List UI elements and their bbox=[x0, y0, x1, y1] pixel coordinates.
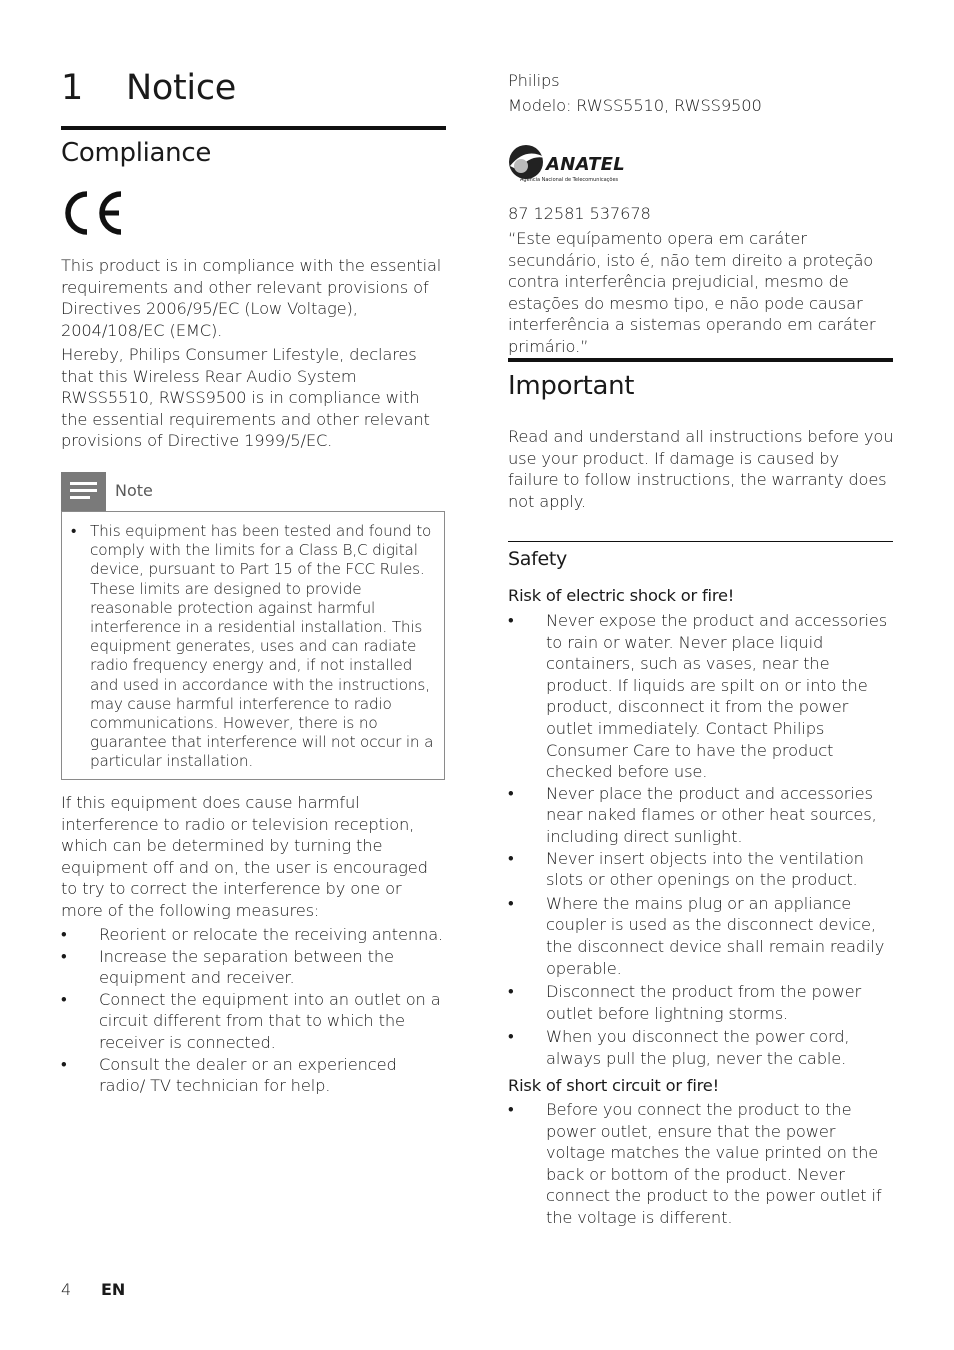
list-item: • Never place the product and accessories near naked flames or other heat sources, including direct sunlight. bbox=[508, 783, 894, 848]
chapter-title bbox=[61, 66, 236, 110]
chapter-title-text: Notice bbox=[126, 68, 237, 108]
list-item: • When you disconnect the power cord, always pull the plug, never the cable. bbox=[508, 1026, 894, 1069]
language-code: EN bbox=[101, 1280, 126, 1299]
risk-electric-shock-heading: Risk of electric shock or fire! bbox=[508, 586, 735, 605]
note-label: Note bbox=[115, 481, 153, 500]
electric-shock-list bbox=[508, 610, 894, 1069]
list-item: • Never expose the product and accessories to rain or water. Never place liquid containers, such as vases, near the product. If liquids are spilt on or into the product, disconnect it from the power outlet immediately. Contact Philips Consumer Care to have the product checked before use. bbox=[508, 610, 894, 783]
anatel-model: Modelo: RWSS5510, RWSS9500 bbox=[508, 96, 762, 115]
important-paragraph: Read and understand all instructions before you use your product. If damage is caused by failure to follow instructions, the warranty does not apply. bbox=[508, 427, 894, 511]
list-item: • Consult the dealer or an experienced radio/ TV technician for help. bbox=[61, 1054, 447, 1097]
note-box bbox=[61, 511, 445, 780]
anatel-logo-text: ANATEL bbox=[546, 154, 626, 175]
list-item: • Increase the separation between the equipment and receiver. bbox=[61, 946, 447, 989]
note-icon bbox=[61, 472, 106, 512]
safety-rule bbox=[508, 541, 893, 542]
important-rule bbox=[508, 358, 893, 362]
note-header bbox=[61, 472, 447, 512]
list-item: • Where the mains plug or an appliance coupler is used as the disconnect device, the disconnect device shall remain readily operable. bbox=[508, 893, 894, 979]
interference-measures-list bbox=[61, 924, 447, 1097]
anatel-code: 87 12581 537678 bbox=[508, 204, 651, 223]
short-circuit-list bbox=[508, 1099, 894, 1229]
important-heading: Important bbox=[508, 371, 635, 401]
list-item: • Reorient or relocate the receiving antenna. bbox=[61, 924, 447, 946]
list-item: • Before you connect the product to the power outlet, ensure that the power voltage matches the value printed on the back or bottom of the product. Never connect the product to the power outlet if the voltage is different. bbox=[508, 1099, 894, 1229]
anatel-statement: “Este equípamento opera em caráter secundário, isto é, não tem direito a proteção contra interferência prejudicial, mesmo de estações do mesmo tipo, e não pode causar interferência a sistemas operando em caráter primário.” bbox=[508, 229, 876, 356]
list-item: • Disconnect the product from the power outlet before lightning storms. bbox=[508, 981, 894, 1024]
note-list bbox=[71, 522, 435, 772]
compliance-paragraph-1: This product is in compliance with the essential requirements and other relevant provisions of Directives 2006/95/EC (Low Voltage), 2004/108/EC (EMC). bbox=[61, 256, 442, 340]
note-item: • This equipment has been tested and found to comply with the limits for a Class B,C digital device, pursuant to Part 15 of the FCC Rules. These limits are designed to provide reasonable protection against harmful interference in a residential installation. This equipment generates, uses and can radiate radio frequency energy and, if not installed and used in accordance with the instructions, may cause harmful interference to radio communications. However, there is no guarantee that interference will not occur in a particular installation. bbox=[71, 522, 435, 772]
anatel-logo-subtext: Agência Nacional de Telecomunicações bbox=[520, 177, 619, 183]
risk-short-circuit-heading: Risk of short circuit or fire! bbox=[508, 1076, 719, 1095]
ce-mark-icon bbox=[61, 188, 125, 238]
anatel-brand: Philips bbox=[508, 71, 560, 90]
compliance-paragraph-2: Hereby, Philips Consumer Lifestyle, declares that this Wireless Rear Audio System RWSS5510, RWSS9500 is in compliance with the essential requirements and other relevant provisions of Directive 1999/5/EC. bbox=[61, 345, 430, 451]
page-number: 4 bbox=[61, 1280, 72, 1299]
list-item: • Connect the equipment into an outlet on a circuit different from that to which the receiver is connected. bbox=[61, 989, 447, 1054]
interference-intro: If this equipment does cause harmful interference to radio or television reception, which can be determined by turning the equipment off and on, the user is encouraged to try to correct the interference by one or more of the following measures: bbox=[61, 793, 428, 920]
list-item: • Never insert objects into the ventilation slots or other openings on the product. bbox=[508, 848, 894, 891]
chapter-rule bbox=[61, 126, 446, 130]
anatel-logo bbox=[508, 140, 628, 186]
chapter-number: 1 bbox=[61, 68, 83, 108]
compliance-heading: Compliance bbox=[61, 138, 212, 168]
safety-heading: Safety bbox=[508, 548, 567, 570]
